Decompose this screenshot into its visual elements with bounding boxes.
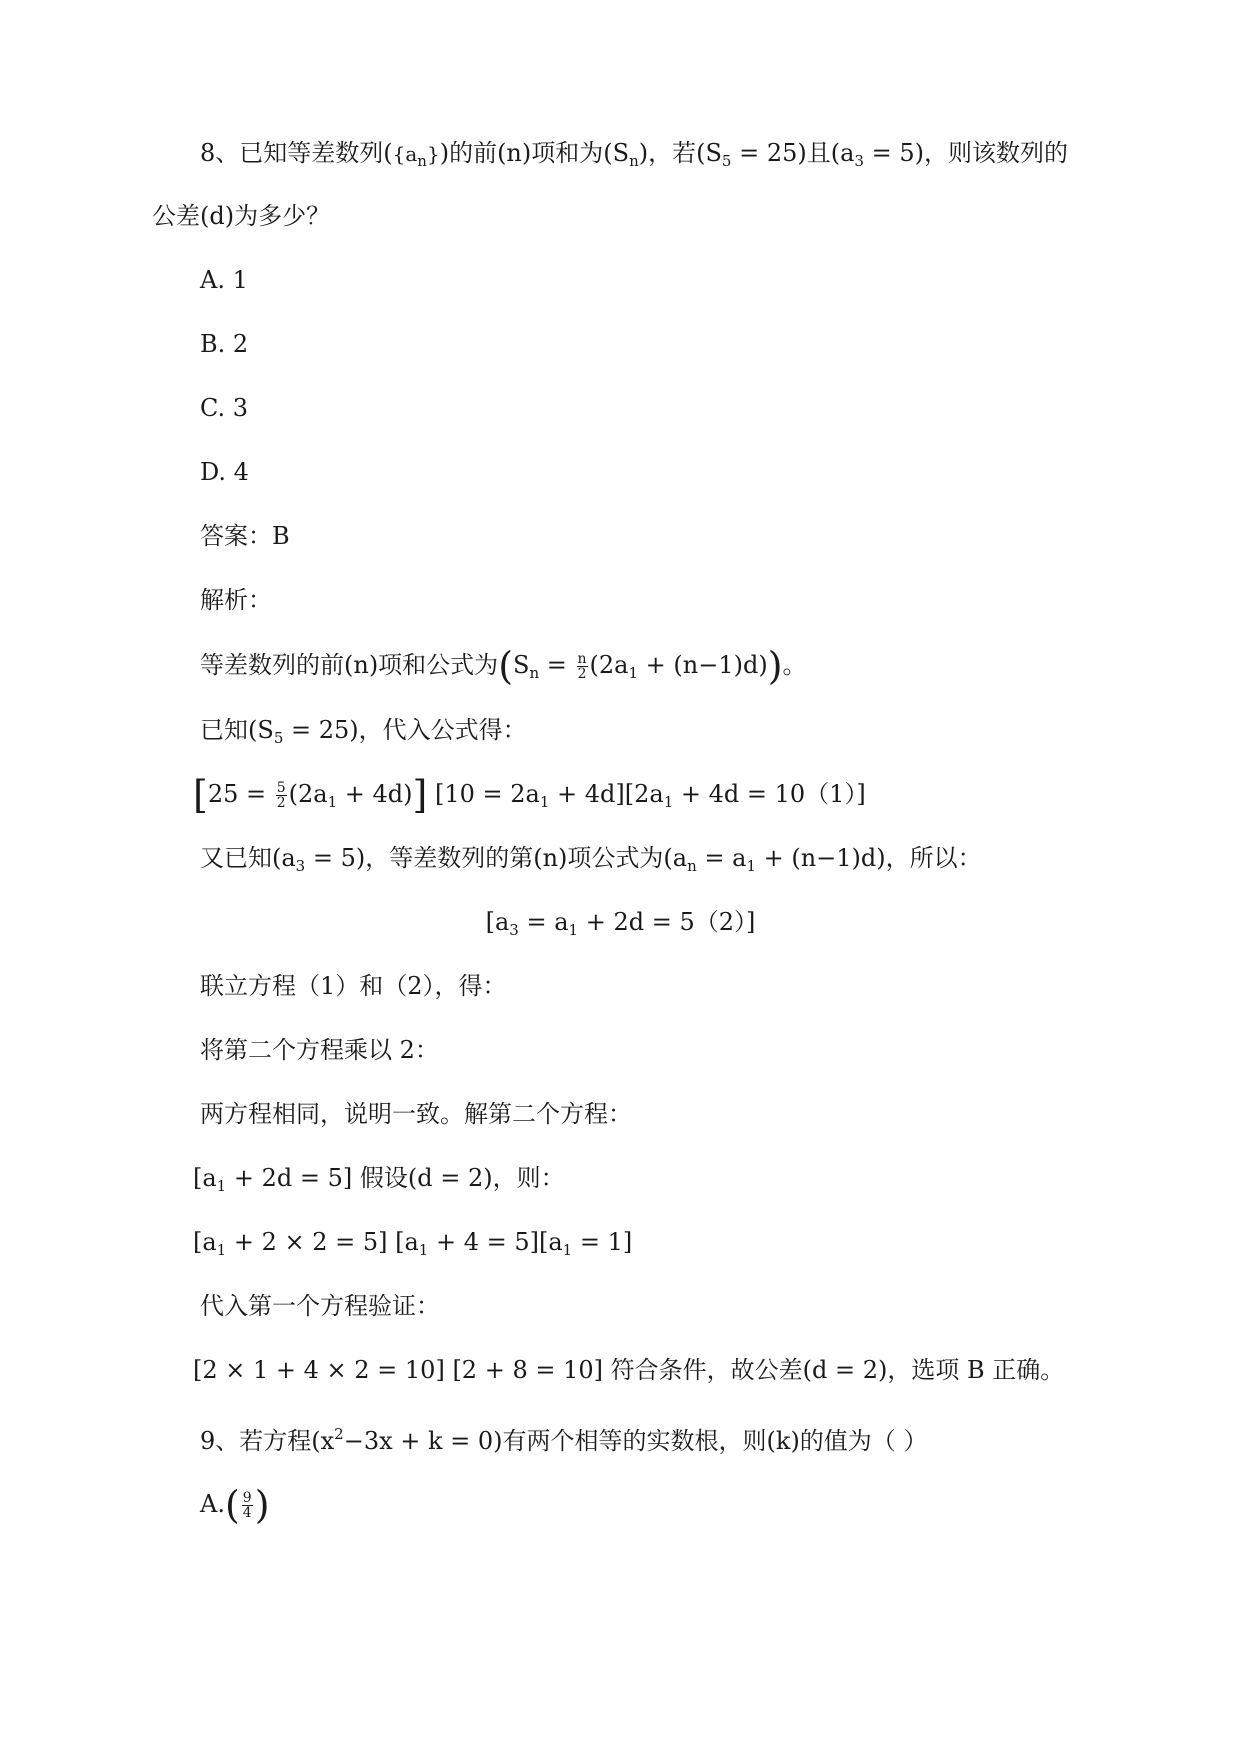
analysis-label: 解析： <box>200 586 272 614</box>
answer: 答案：B <box>200 522 290 550</box>
question-8-stem-line1: 8、已知等差数列$(\{a_n\})$的前(n)项和为$(S_n)$，若$(S_5 = 25)$且$(a_3 = 5)$，则该数列的 <box>200 139 1068 170</box>
equation-2-line: $[a_3 = a_1 + 2d = 5(2)]$ <box>485 908 756 939</box>
fraction-n-over-2: $\frac{n}{2}$ <box>577 651 587 682</box>
option-d: D. 4 <box>200 458 249 486</box>
question-9-option-a: A.( $\frac{9}{4}$ ) <box>200 1483 270 1527</box>
option-b: B. 2 <box>200 330 249 358</box>
option-c: C. 3 <box>200 394 249 422</box>
combine-line: 联立方程（1）和（2），得： <box>200 972 507 1000</box>
option-a: A. 1 <box>200 266 248 294</box>
known-s5-line: 已知$(S_5 = 25)$，代入公式得： <box>200 716 527 747</box>
fraction-5-over-2: $\frac{5}{2}$ <box>276 780 286 811</box>
question-8-stem-line2: 公差(d)为多少？ <box>152 202 331 230</box>
solve-line: $[a_1 + 2 \times 2 = 5] [a_1 + 4 = 5][a_1 = 1]$ <box>193 1228 633 1259</box>
equation-1-line: [25 = $\frac{5}{2}$ $(2a_1 + 4d)$] $[10 = 2a_1 + 4d][2a_1 + 4d = 10(1)]$ <box>193 773 866 817</box>
same-line: 两方程相同，说明一致。解第二个方程： <box>200 1100 632 1128</box>
verify-line: [2 × 1 + 4 × 2 = 10] [2 + 8 = 10] 符合条件，故公差(d = 2)，选项 B 正确。 <box>193 1356 1065 1384</box>
known-a3-line: 又已知$(a_3 = 5)$，等差数列的第(n)项公式为$(a_n = a_1 + (n-1)d)$，所以： <box>200 844 982 875</box>
multiply-line: 将第二个方程乘以 2： <box>200 1036 439 1064</box>
assume-line: $[a_1 + 2d = 5]$ 假设(d = 2)，则： <box>193 1164 565 1195</box>
question-9-stem: 9、若方程$(x^2-3x + k = 0)$有两个相等的实数根，则(k)的值为（ ） <box>200 1425 928 1455</box>
sum-formula-line: 等差数列的前(n)项和公式为($S_n$ = $\frac{n}{2}$ $(2a_1 + (n-1)d)$)。 <box>200 644 807 688</box>
verify-intro-line: 代入第一个方程验证： <box>200 1292 440 1320</box>
fraction-9-over-4: $\frac{9}{4}$ <box>242 1490 252 1521</box>
